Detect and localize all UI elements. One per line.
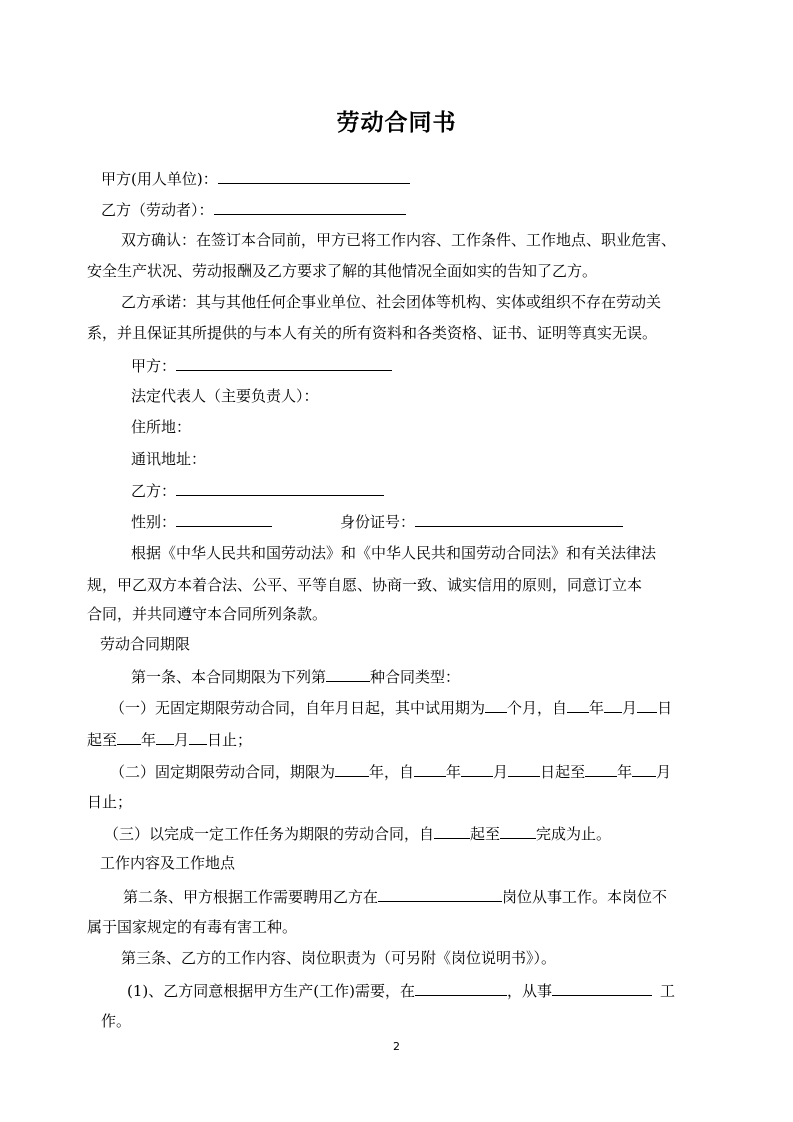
basis-line-2: 规，甲乙双方本着合法、公平、平等自愿、协商一致、诚实信用的原则，同意订立本 <box>87 576 643 594</box>
party-b-blank[interactable] <box>214 199 406 215</box>
task-end-blank[interactable] <box>500 823 536 839</box>
jiafang-label: 甲方： <box>131 357 177 375</box>
gender-blank[interactable] <box>176 511 272 527</box>
section-contract-term: 劳动合同期限 <box>100 635 191 653</box>
contract-type-blank[interactable] <box>326 666 370 682</box>
id-line <box>340 511 623 532</box>
c2-end-month-blank[interactable] <box>632 761 656 777</box>
work-location-blank[interactable] <box>415 980 507 996</box>
work-type-blank[interactable] <box>552 980 652 996</box>
item-1-line-2: 作。 <box>101 1012 132 1030</box>
article-3: 第三条、乙方的工作内容、岗位职责为（可另附《岗位说明书》）。 <box>121 949 557 967</box>
position-blank[interactable] <box>378 886 502 902</box>
yifang-blank[interactable] <box>176 480 384 496</box>
clause-3-until: 起至 <box>470 825 501 843</box>
section-work-content: 工作内容及工作地点 <box>100 854 236 872</box>
clause-1-year: 年 <box>589 699 605 717</box>
gender-line <box>131 511 272 532</box>
article-2-line-2: 属于国家规定的有毒有害工种。 <box>87 918 298 936</box>
commit-line-2: 系，并且保证其所提供的与本人有关的所有资料和各类资格、证书、证明等真实无误。 <box>87 324 658 342</box>
id-blank[interactable] <box>415 511 623 527</box>
jiafang-line <box>131 355 392 376</box>
clause-3 <box>104 823 611 844</box>
clause-1-month: 月 <box>622 699 638 717</box>
party-a-blank[interactable] <box>218 168 410 184</box>
clause-2-text: （二）固定期限劳动合同，期限为 <box>110 763 336 781</box>
document-title: 劳动合同书 <box>336 110 457 136</box>
task-start-blank[interactable] <box>434 823 470 839</box>
legal-rep-line: 法定代表人（主要负责人）： <box>131 387 319 405</box>
residence-line: 住所地： <box>131 418 192 436</box>
clause-3-end: 完成为止。 <box>536 825 612 843</box>
basis-line-3: 合同，并共同遵守本合同所列条款。 <box>87 605 328 623</box>
mail-address-line: 通讯地址： <box>131 450 207 468</box>
c2-end-year-blank[interactable] <box>585 761 617 777</box>
clause-1-day: 日 <box>657 699 673 717</box>
yifang-label: 乙方： <box>131 482 177 500</box>
c2-start-month-blank[interactable] <box>461 761 493 777</box>
item-1-text-b: ，从事 <box>506 982 552 1000</box>
basis-line-1: 根据《中华人民共和国劳动法》和《中华人民共和国劳动合同法》和有关法律法 <box>131 544 657 562</box>
id-label: 身份证号： <box>340 513 416 531</box>
clause-1-months: 个月，自 <box>507 699 568 717</box>
party-a-line <box>101 168 410 189</box>
clause-1-end-year: 年 <box>141 731 157 749</box>
article-1 <box>131 666 460 687</box>
clause-2-end-month: 月 <box>656 763 672 781</box>
clause-2-line-2: 日止； <box>87 793 133 811</box>
end-year-blank[interactable] <box>117 729 141 745</box>
commit-line-1: 乙方承诺：其与其他任何企事业单位、社会团体等机构、实体或组织不存在劳动关 <box>121 293 662 311</box>
article-2-text-a: 第二条、甲方根据工作需要聘用乙方在 <box>123 888 379 906</box>
clause-2-line-1 <box>110 761 671 782</box>
start-day-blank[interactable] <box>637 697 657 713</box>
article-2-line-1 <box>123 886 667 907</box>
start-month-blank[interactable] <box>604 697 622 713</box>
clause-1-until: 起至 <box>87 731 118 749</box>
article-2-text-b: 岗位从事工作。本岗位不 <box>502 888 668 906</box>
clause-2-from: 年，自 <box>369 763 415 781</box>
item-1-text-c: 工 <box>659 982 675 1000</box>
item-1-line-1 <box>127 980 675 1001</box>
party-b-label: 乙方（劳动者）： <box>101 201 214 219</box>
confirm-line-2: 安全生产状况、劳动报酬及乙方要求了解的其他情况全面如实的告知了乙方。 <box>87 262 598 280</box>
clause-2-year: 年 <box>446 763 462 781</box>
yifang-line <box>131 480 384 501</box>
clause-1-end-day: 日止； <box>207 731 253 749</box>
confirm-line-1: 双方确认：在签订本合同前，甲方已将工作内容、工作条件、工作地点、职业危害、 <box>121 231 677 249</box>
c2-start-day-blank[interactable] <box>508 761 540 777</box>
clause-1-line-2 <box>87 729 252 750</box>
clause-1-line-1 <box>110 697 672 718</box>
start-year-blank[interactable] <box>567 697 589 713</box>
party-a-label: 甲方(用人单位)： <box>101 170 218 188</box>
c2-start-year-blank[interactable] <box>414 761 446 777</box>
jiafang-blank[interactable] <box>176 355 392 371</box>
gender-label: 性别： <box>131 513 177 531</box>
end-day-blank[interactable] <box>189 729 207 745</box>
article-1-text-b: 种合同类型： <box>370 668 461 686</box>
item-1-text-a: (1)、乙方同意根据甲方生产(工作)需要，在 <box>127 982 415 1000</box>
clause-1-end-month: 月 <box>174 731 190 749</box>
clause-2-month: 月 <box>493 763 509 781</box>
clause-1-text: （一）无固定期限劳动合同，自年月日起，其中试用期为 <box>110 699 486 717</box>
page-number: 2 <box>393 1040 400 1053</box>
article-1-text-a: 第一条、本合同期限为下列第 <box>131 668 327 686</box>
probation-months-blank[interactable] <box>485 697 507 713</box>
clause-3-text: （三）以完成一定工作任务为期限的劳动合同，自 <box>104 825 435 843</box>
clause-2-end-year: 年 <box>617 763 633 781</box>
term-years-blank[interactable] <box>335 761 369 777</box>
party-b-line <box>101 199 406 220</box>
clause-2-until: 日起至 <box>540 763 586 781</box>
end-month-blank[interactable] <box>156 729 174 745</box>
